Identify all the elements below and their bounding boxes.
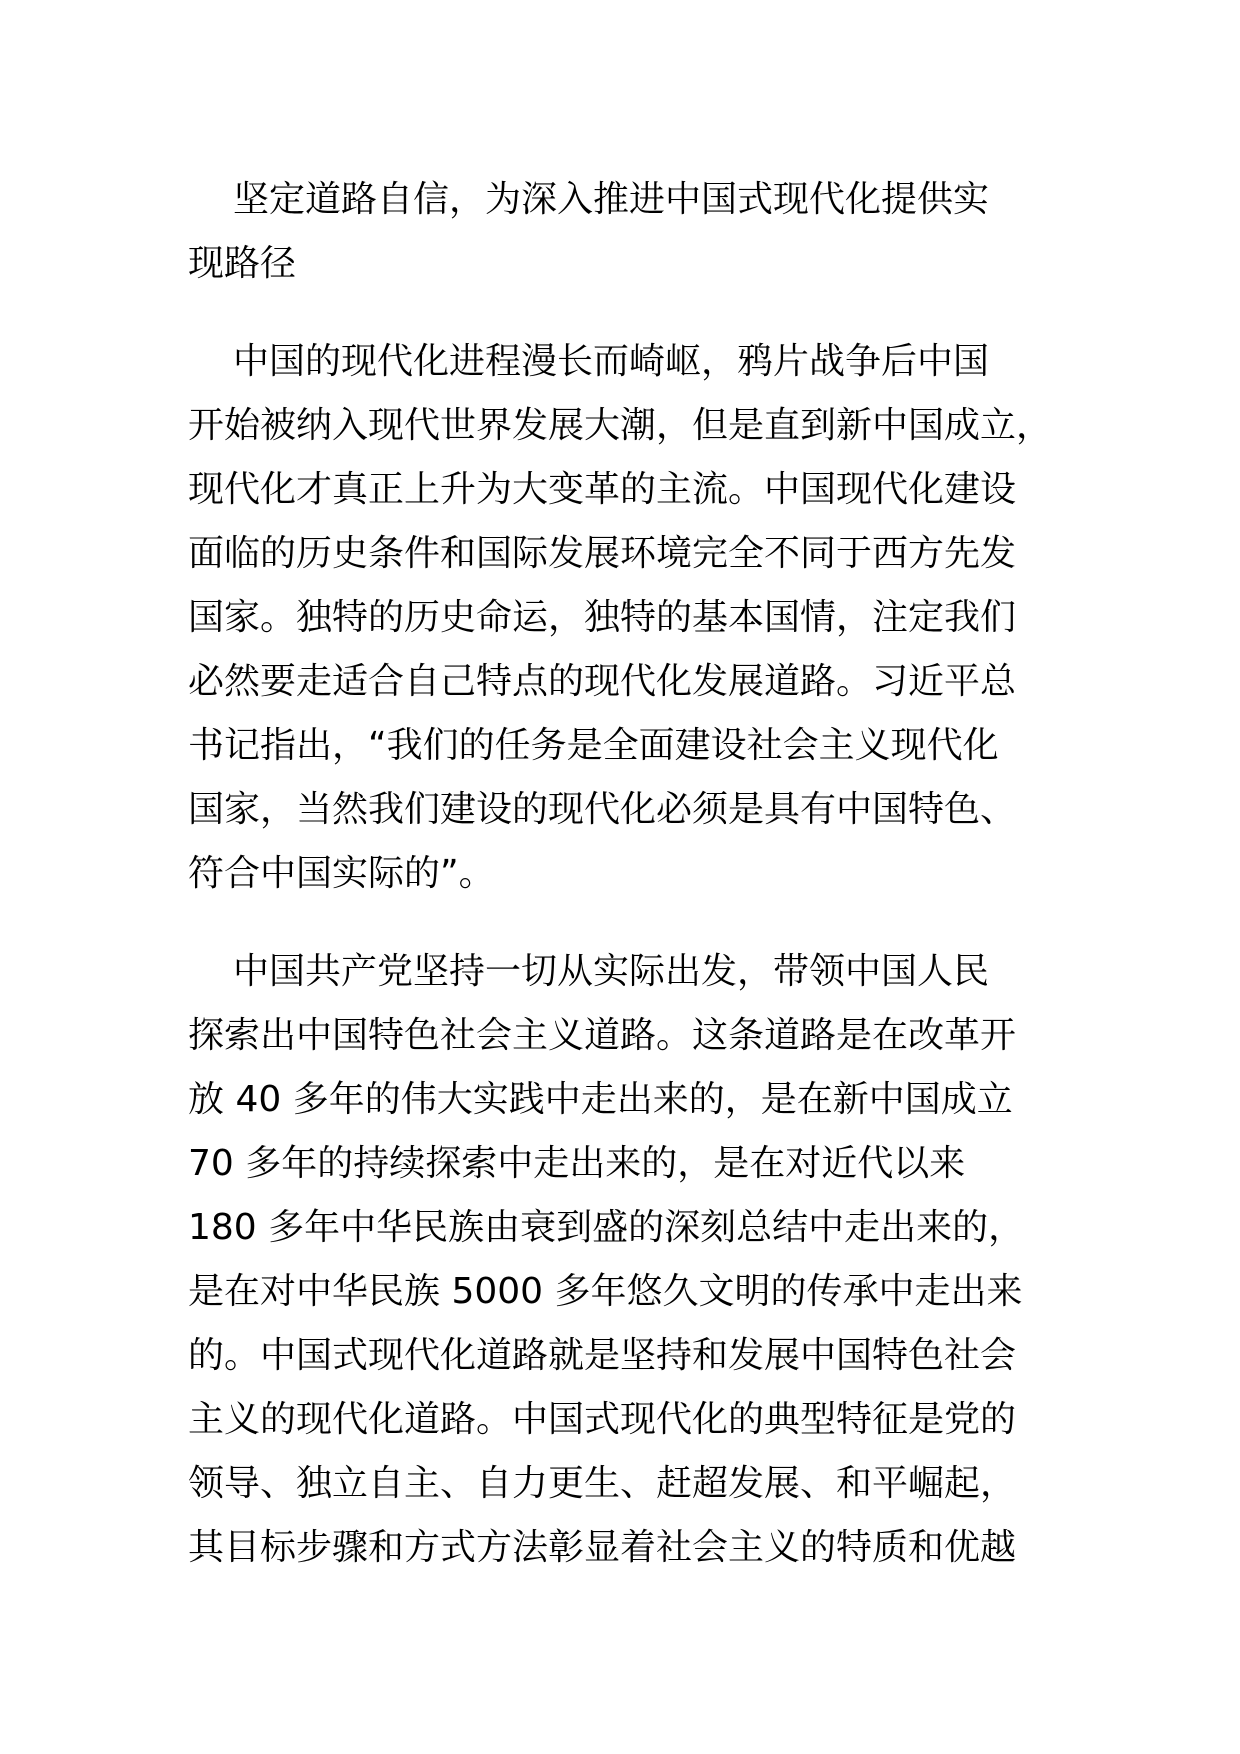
text-line: 领导、独立自主、自力更生、赶超发展、和平崛起， [188,1463,1017,1504]
text-line: 探索出中国特色社会主义道路。这条道路是在改革开 [188,1015,1017,1056]
paragraph-history [188,330,1063,906]
text-line: 主义的现代化道路。中国式现代化的典型特征是党的 [188,1399,1017,1440]
text-line: 现代化才真正上升为大变革的主流。中国现代化建设 [188,469,1017,510]
text-line: 必然要走适合自己特点的现代化发展道路。习近平总 [188,661,1017,702]
paragraph-road [188,940,1063,1580]
document-body [188,168,1063,1614]
text-line: 70 多年的持续探索中走出来的，是在对近代以来 [188,1143,966,1184]
text-line: 中国的现代化进程漫长而崎岖，鸦片战争后中国 [233,341,990,382]
text-line: 的。中国式现代化道路就是坚持和发展中国特色社会 [188,1335,1017,1376]
text-line: 开始被纳入现代世界发展大潮，但是直到新中国成立， [188,405,1053,446]
text-line: 书记指出，“我们的任务是全面建设社会主义现代化 [188,725,999,766]
text-line: 国家。独特的历史命运，独特的基本国情，注定我们 [188,597,1017,638]
text-line: 现路径 [188,243,297,284]
text-line: 是在对中华民族 5000 多年悠久文明的传承中走出来 [188,1271,1023,1312]
text-line: 面临的历史条件和国际发展环境完全不同于西方先发 [188,533,1017,574]
text-line: 符合中国实际的”。 [188,853,495,894]
text-line: 其目标步骤和方式方法彰显着社会主义的特质和优越 [188,1527,1017,1568]
text-line: 中国共产党坚持一切从实际出发，带领中国人民 [233,951,990,992]
text-line: 180 多年中华民族由衰到盛的深刻总结中走出来的， [188,1207,1025,1248]
text-line: 国家，当然我们建设的现代化必须是具有中国特色、 [188,789,1017,830]
text-line: 放 40 多年的伟大实践中走出来的，是在新中国成立 [188,1079,1013,1120]
section-heading [188,168,1063,296]
text-line: 坚定道路自信，为深入推进中国式现代化提供实 [233,179,990,220]
